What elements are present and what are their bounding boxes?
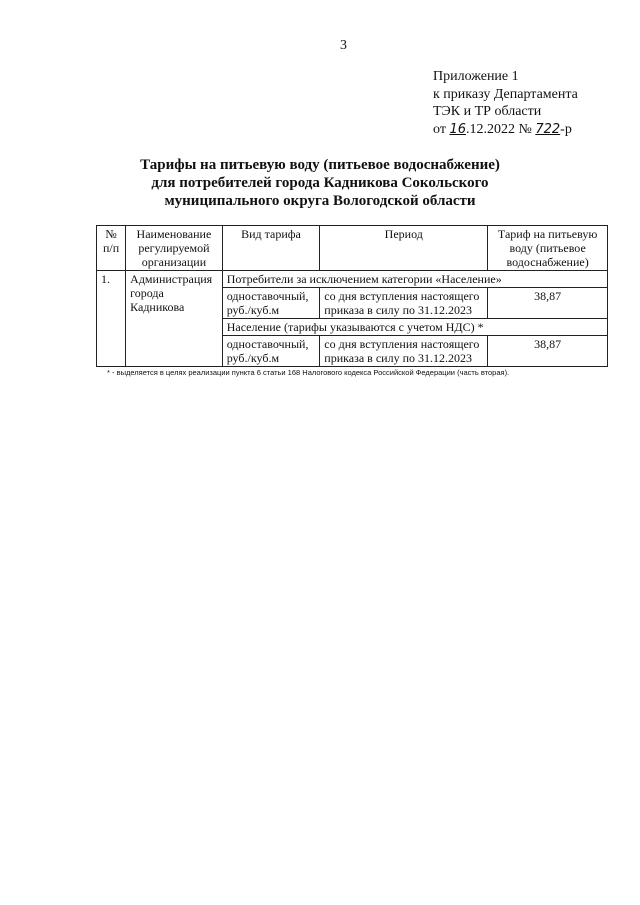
tariff-value: 38,87 (488, 288, 608, 319)
appendix-line: к приказу Департамента (433, 86, 578, 102)
org-name: Администрация города Кадникова (126, 271, 223, 367)
appendix-block (433, 68, 578, 138)
page-number: 3 (340, 38, 347, 53)
title-line: Тарифы на питьевую воду (питьевое водоснабжение) (140, 157, 500, 173)
tariff-period: со дня вступления настоящего приказа в силу по 31.12.2023 (320, 336, 488, 367)
row-number: 1. (97, 271, 126, 367)
handwritten-order-number: 722 (535, 121, 561, 137)
header-org: Наименование регулируемой организации (126, 226, 223, 271)
tariff-value: 38,87 (488, 336, 608, 367)
date-rest: .12.2022 № (465, 121, 532, 137)
header-kind: Вид тарифа (222, 226, 320, 271)
title-line: муниципального округа Вологодской области (164, 193, 476, 209)
table-header-row (97, 226, 608, 271)
tariff-period: со дня вступления настоящего приказа в силу по 31.12.2023 (320, 288, 488, 319)
tariff-kind: одноставочный, руб./куб.м (222, 288, 320, 319)
header-period: Период (320, 226, 488, 271)
document-title (130, 156, 510, 210)
header-tariff: Тариф на питьевую воду (питьевое водоснабжение) (488, 226, 608, 271)
appendix-line: Приложение 1 (433, 69, 519, 84)
handwritten-day: 16 (449, 121, 466, 137)
header-num: № п/п (97, 226, 126, 271)
tariff-table (96, 225, 608, 367)
order-suffix: -р (560, 121, 572, 137)
table-row (97, 271, 608, 288)
tariff-kind: одноставочный, руб./куб.м (222, 336, 320, 367)
group-label: Потребители за исключением категории «Население» (222, 271, 607, 288)
appendix-line: ТЭК и ТР области (433, 104, 542, 119)
title-line: для потребителей города Кадникова Сокольского (151, 175, 489, 191)
footnote: * - выделяется в целях реализации пункта 6 статьи 168 Налогового кодекса Российской Федерации (часть вторая). (107, 368, 510, 377)
group-label: Население (тарифы указываются с учетом НДС) * (222, 319, 607, 336)
appendix-date-line (433, 121, 578, 139)
date-prefix: от (433, 121, 446, 137)
